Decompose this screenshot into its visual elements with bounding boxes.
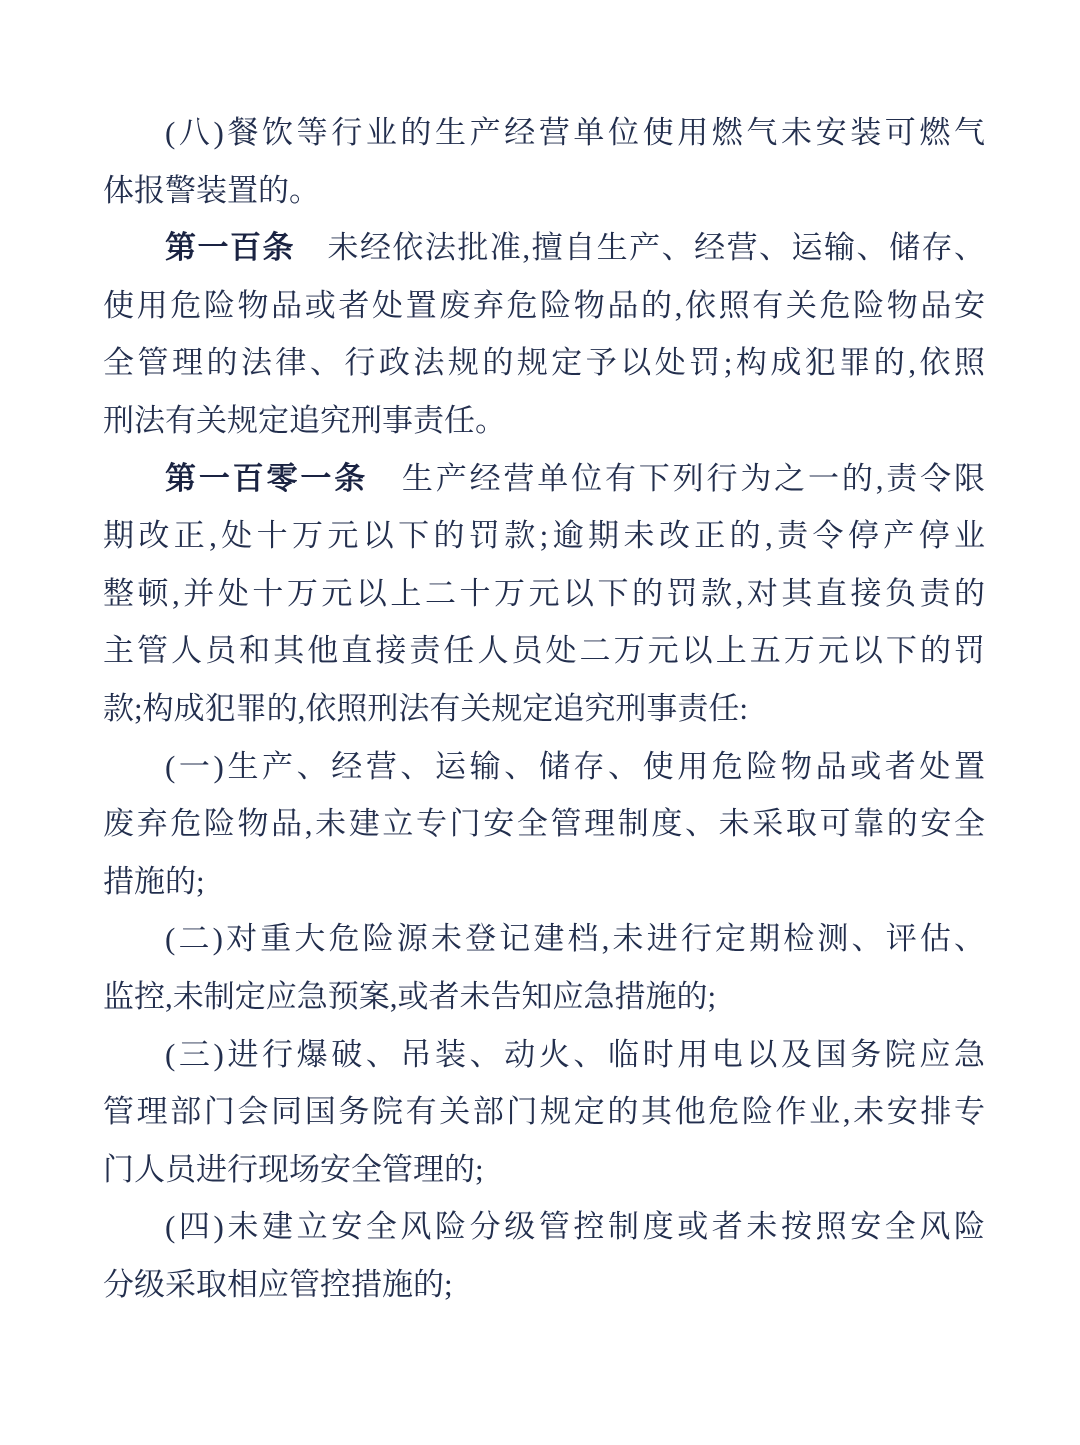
text-line xyxy=(103,1256,985,1314)
line-text: 主管人员和其他直接责任人员处二万元以上五万元以下的罚 xyxy=(103,633,985,669)
line-text: (二)对重大危险源未登记建档,未进行定期检测、评估、 xyxy=(165,921,985,957)
line-text: 监控,未制定应急预案,或者未告知应急措施的; xyxy=(103,978,717,1014)
text-line xyxy=(103,450,985,508)
text-line xyxy=(103,738,985,796)
article-number-101: 第一百零一条 xyxy=(165,460,402,496)
text-line xyxy=(103,795,985,853)
line-text: 管理部门会同国务院有关部门规定的其他危险作业,未安排专 xyxy=(103,1094,985,1130)
line-text: 体报警装置的。 xyxy=(103,172,320,208)
line-text: 废弃危险物品,未建立专门安全管理制度、未采取可靠的安全 xyxy=(103,806,985,842)
line-text: 措施的; xyxy=(103,863,205,899)
line-text: 刑法有关规定追究刑事责任。 xyxy=(103,402,506,438)
text-line xyxy=(103,910,985,968)
line-text: 使用危险物品或者处置废弃危险物品的,依照有关危险物品安 xyxy=(103,287,985,323)
line-text: 全管理的法律、行政法规的规定予以处罚;构成犯罪的,依照 xyxy=(103,345,985,381)
text-line xyxy=(103,853,985,911)
text-line xyxy=(103,1141,985,1199)
text-line xyxy=(103,1083,985,1141)
text-line xyxy=(103,334,985,392)
line-text: 生产经营单位有下列行为之一的,责令限 xyxy=(401,460,985,496)
line-text: 款;构成犯罪的,依照刑法有关规定追究刑事责任: xyxy=(103,690,748,726)
line-text: 分级采取相应管控措施的; xyxy=(103,1266,453,1302)
text-line xyxy=(103,219,985,277)
text-line xyxy=(103,565,985,623)
text-line xyxy=(103,622,985,680)
text-line xyxy=(103,104,985,162)
line-text: (八)餐饮等行业的生产经营单位使用燃气未安装可燃气 xyxy=(165,115,985,150)
text-line xyxy=(103,392,985,450)
text-line xyxy=(103,277,985,335)
text-line xyxy=(103,162,985,220)
text-line xyxy=(103,1198,985,1256)
text-line xyxy=(103,968,985,1026)
line-text: 期改正,处十万元以下的罚款;逾期未改正的,责令停产停业 xyxy=(103,518,985,554)
text-line xyxy=(103,680,985,738)
line-text: (一)生产、经营、运输、储存、使用危险物品或者处置 xyxy=(165,748,985,784)
line-text: 门人员进行现场安全管理的; xyxy=(103,1151,484,1187)
line-text: (四)未建立安全风险分级管控制度或者未按照安全风险 xyxy=(165,1209,985,1245)
text-line xyxy=(103,1026,985,1084)
line-text: 整顿,并处十万元以上二十万元以下的罚款,对其直接负责的 xyxy=(103,575,985,611)
text-line xyxy=(103,507,985,565)
line-text: 未经依法批准,擅自生产、经营、运输、储存、 xyxy=(327,230,986,266)
article-number-100: 第一百条 xyxy=(165,230,328,266)
line-text: (三)进行爆破、吊装、动火、临时用电以及国务院应急 xyxy=(165,1036,985,1072)
